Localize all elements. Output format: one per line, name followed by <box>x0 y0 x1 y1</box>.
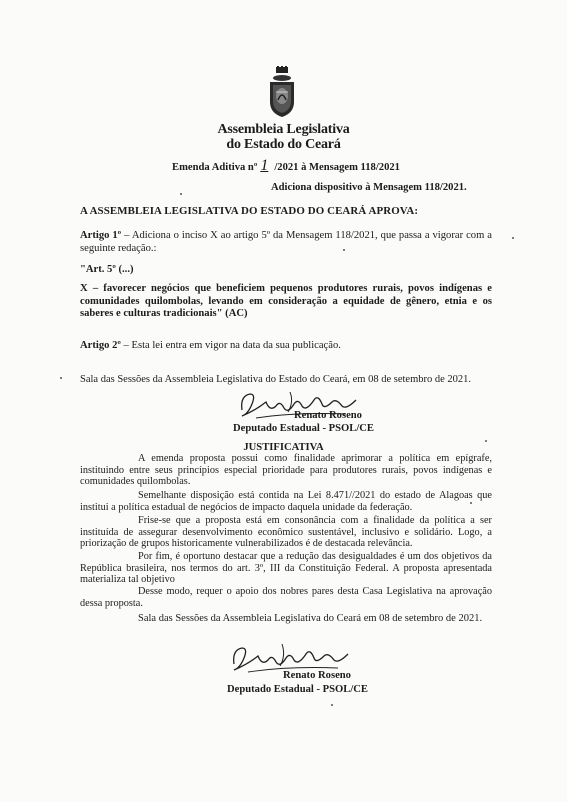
scan-speck <box>485 440 487 442</box>
signer-title-2: Deputado Estadual - PSOL/CE <box>227 684 368 695</box>
coat-of-arms-icon <box>267 66 297 118</box>
scan-speck <box>331 704 333 706</box>
amendment-summary: Adiciona dispositivo à Mensagem 118/2021. <box>271 182 467 193</box>
justification-paragraph-4: Por fim, é oportuno destacar que a redução das desigualdades é um dos objetivos da República brasileira, nos termos do art. 3º, III da Constituição Federal. A proposta apresentada materializa tal objetivo <box>80 551 492 586</box>
article-2 <box>80 339 341 352</box>
amendment-handwritten-number: 1 <box>260 157 269 174</box>
signer-name-1: Renato Roseno <box>294 410 362 421</box>
justification-paragraph-3: Frise-se que a proposta está em consonância com a finalidade da política a ser instituída de assegurar desenvolvimento econômico sustentável, inclusivo e solidário. Logo, a priorização de grupos historicamente vulnerabilizados é de destacada relevância. <box>80 515 492 550</box>
signer-name-2: Renato Roseno <box>283 670 351 681</box>
article-1 <box>80 230 492 255</box>
session-line-2: Sala das Sessões da Assembleia Legislativa do Ceará em 08 de setembro de 2021. <box>138 613 483 624</box>
article-2-text: – Esta lei entra em vigor na data da sua publicação. <box>120 340 341 351</box>
inciso-x: X – favorecer negócios que beneficiem pequenos produtores rurais, povos indígenas e comunidades quilombolas, levando em consideração a equidade de gênero, etnia e os saberes e culturas tradicionais" (AC) <box>80 283 492 320</box>
amendment-suffix: /2021 à Mensagem 118/2021 <box>274 162 400 173</box>
institution-name-line1: Assembleia Legislativa <box>217 122 350 137</box>
scan-speck <box>512 237 514 239</box>
scan-speck <box>470 502 472 504</box>
amendment-prefix: Emenda Aditiva nº <box>172 162 258 173</box>
justification-paragraph-1: A emenda proposta possui como finalidade aprimorar a política em epígrafe, instituindo entre seus princípios especial prioridade para produtores rurais, povos indígenas e comunidades quilombolas. <box>80 453 492 488</box>
article-1-text: – Adiciona o inciso X ao artigo 5º da Mensagem 118/2021, que passa a vigorar com a seguinte redação.: <box>80 230 492 254</box>
art5-heading: "Art. 5º (...) <box>80 264 134 275</box>
institution-name-line2: do Estado do Ceará <box>226 137 341 152</box>
session-line-1: Sala das Sessões da Assembleia Legislativa do Estado do Ceará, em 08 de setembro de 2021. <box>80 374 472 385</box>
signer-title-1: Deputado Estadual - PSOL/CE <box>233 423 374 434</box>
scan-speck <box>60 377 62 379</box>
justification-paragraph-2: Semelhante disposição está contida na Lei 8.471//2021 do estado de Alagoas que institui a política estadual de negócios de impacto daquela unidade da federação. <box>80 490 492 513</box>
justification-heading: JUSTIFICATIVA <box>243 442 324 453</box>
amendment-title <box>172 159 400 174</box>
scan-speck <box>180 193 182 195</box>
article-1-label: Artigo 1º <box>80 230 122 241</box>
article-2-label: Artigo 2º <box>80 340 121 351</box>
scan-speck <box>343 249 345 251</box>
approval-statement: A ASSEMBLEIA LEGISLATIVA DO ESTADO DO CEARÁ APROVA: <box>80 205 419 217</box>
justification-paragraph-5: Desse modo, requer o apoio dos nobres pares desta Casa Legislativa na aprovação dessa proposta. <box>80 586 492 609</box>
